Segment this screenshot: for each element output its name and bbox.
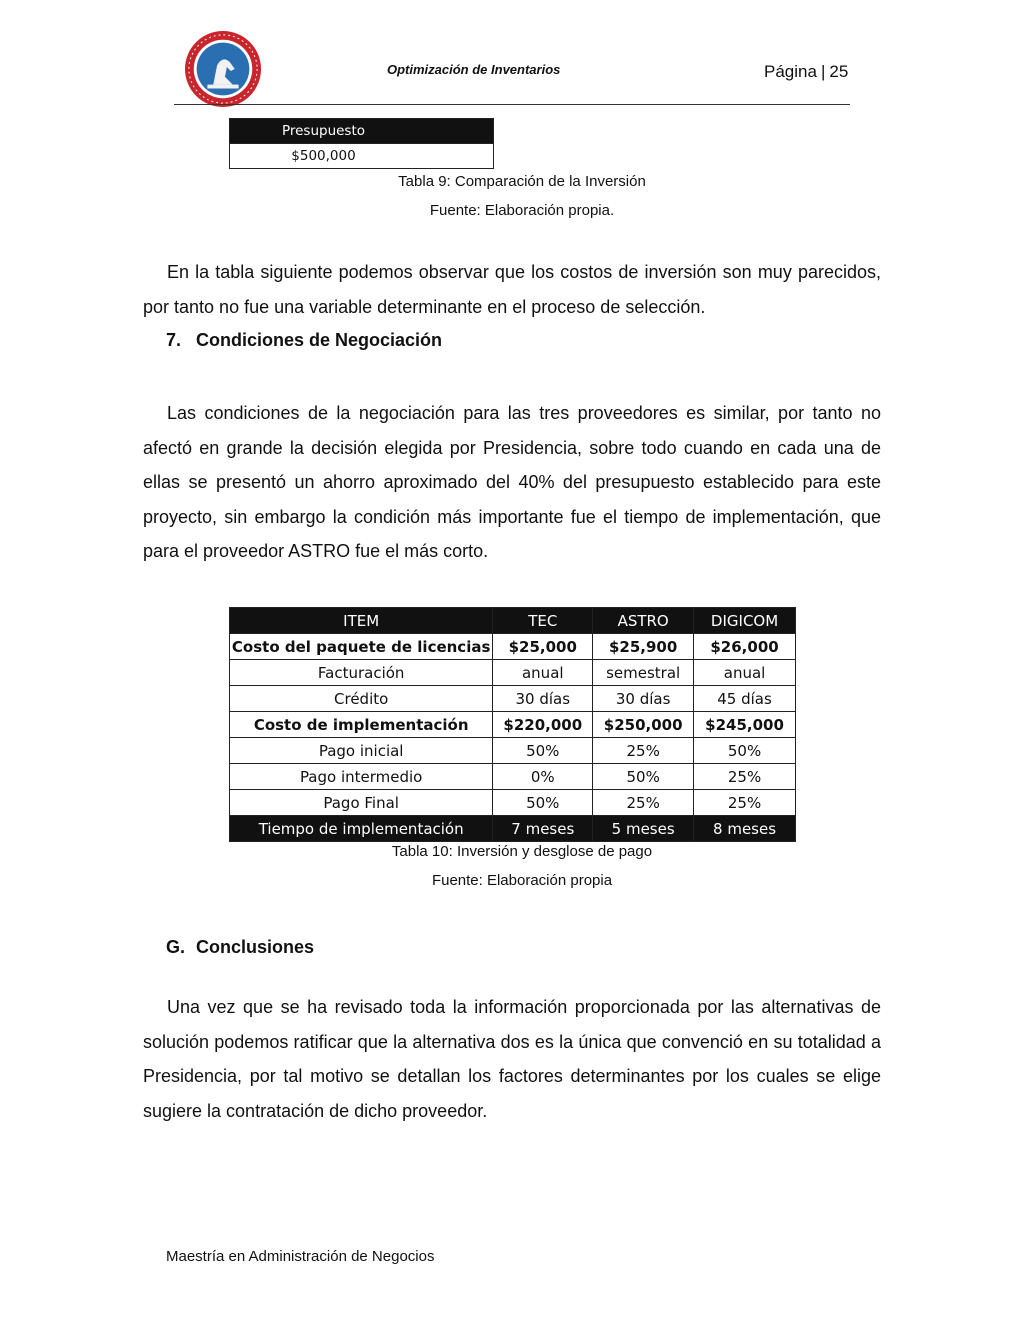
table-cell: $220,000 <box>493 712 593 738</box>
page-number-value: 25 <box>829 62 849 81</box>
table-cell: 50% <box>493 790 593 816</box>
table-cell: $26,000 <box>694 634 796 660</box>
table-cell: $245,000 <box>694 712 796 738</box>
table-cell: anual <box>493 660 593 686</box>
table-cell: semestral <box>593 660 694 686</box>
table10-source: Fuente: Elaboración propia <box>431 872 613 889</box>
header-divider <box>174 104 850 105</box>
page-number <box>764 62 848 82</box>
budget-table <box>229 118 494 169</box>
table-cell: 30 días <box>593 686 694 712</box>
table-cell: 25% <box>593 738 694 764</box>
table-cell: 8 meses <box>694 816 796 842</box>
table-cell: 30 días <box>493 686 593 712</box>
table-header-cell: ASTRO <box>593 608 694 634</box>
paragraph-conclusiones: Una vez que se ha revisado toda la información proporcionada por las alternativas de solución podemos ratificar que la alternativa dos es la única que convenció en su totalidad a Presidencia, por tal motivo se detallan los factores determinantes por los cuales se elige sugiere la contratación de dicho proveedor. <box>143 997 881 1121</box>
table-cell: 7 meses <box>493 816 593 842</box>
header-title: Optimización de Inventarios <box>387 62 561 77</box>
table-cell: 25% <box>694 790 796 816</box>
paragraph-intro: En la tabla siguiente podemos observar que los costos de inversión son muy parecidos, por tanto no fue una variable determinante en el proceso de selección. <box>143 262 881 317</box>
budget-value: $500,000 <box>230 144 494 169</box>
table-cell: Pago intermedio <box>230 764 493 790</box>
table9-source: Fuente: Elaboración propia. <box>429 202 615 219</box>
paragraph-negociacion: Las condiciones de la negociación para las tres proveedores es similar, por tanto no afectó en grande la decisión elegida por Presidencia, sobre todo cuando en cada una de ellas se presentó un ahorro aproximado del 40% del presupuesto establecido para este proyecto, sin embargo la condición más importante fue el tiempo de implementación, que para el proveedor ASTRO fue el más corto. <box>143 403 881 561</box>
table-cell: 50% <box>694 738 796 764</box>
table-cell: $250,000 <box>593 712 694 738</box>
table9-caption: Tabla 9: Comparación de la Inversión <box>398 173 646 190</box>
table-cell: 50% <box>493 738 593 764</box>
table-row <box>230 816 796 842</box>
table-cell: Pago Final <box>230 790 493 816</box>
table-cell: Costo del paquete de licencias <box>230 634 493 660</box>
table-row <box>230 738 796 764</box>
section-heading-negociacion: 7. Condiciones de Negociación <box>166 330 443 350</box>
page-separator: | <box>820 62 826 81</box>
table-row <box>230 764 796 790</box>
table-cell: Costo de implementación <box>230 712 493 738</box>
budget-header: Presupuesto <box>230 119 494 144</box>
table-cell: Facturación <box>230 660 493 686</box>
table-cell: anual <box>694 660 796 686</box>
table-cell: $25,000 <box>493 634 593 660</box>
table-header-cell: ITEM <box>230 608 493 634</box>
table-cell: 0% <box>493 764 593 790</box>
table-row <box>230 686 796 712</box>
table-cell: 25% <box>694 764 796 790</box>
table-cell: 45 días <box>694 686 796 712</box>
table-row <box>230 790 796 816</box>
table-row <box>230 712 796 738</box>
investment-table <box>229 607 796 842</box>
table-cell: 50% <box>593 764 694 790</box>
table-cell: 5 meses <box>593 816 694 842</box>
table-row <box>230 634 796 660</box>
table-cell: $25,900 <box>593 634 694 660</box>
university-seal-icon <box>184 30 262 108</box>
table-cell: Crédito <box>230 686 493 712</box>
page-footer: Maestría en Administración de Negocios <box>166 1248 435 1265</box>
table-cell: 25% <box>593 790 694 816</box>
table-cell: Tiempo de implementación <box>230 816 493 842</box>
table-row <box>230 660 796 686</box>
table-header-row <box>230 608 796 634</box>
table-header-cell: DIGICOM <box>694 608 796 634</box>
table-cell: Pago inicial <box>230 738 493 764</box>
table-header-cell: TEC <box>493 608 593 634</box>
page-label: Página <box>764 62 817 81</box>
table10-caption: Tabla 10: Inversión y desglose de pago <box>391 843 653 860</box>
section-heading-conclusiones: G. Conclusiones <box>166 937 315 957</box>
